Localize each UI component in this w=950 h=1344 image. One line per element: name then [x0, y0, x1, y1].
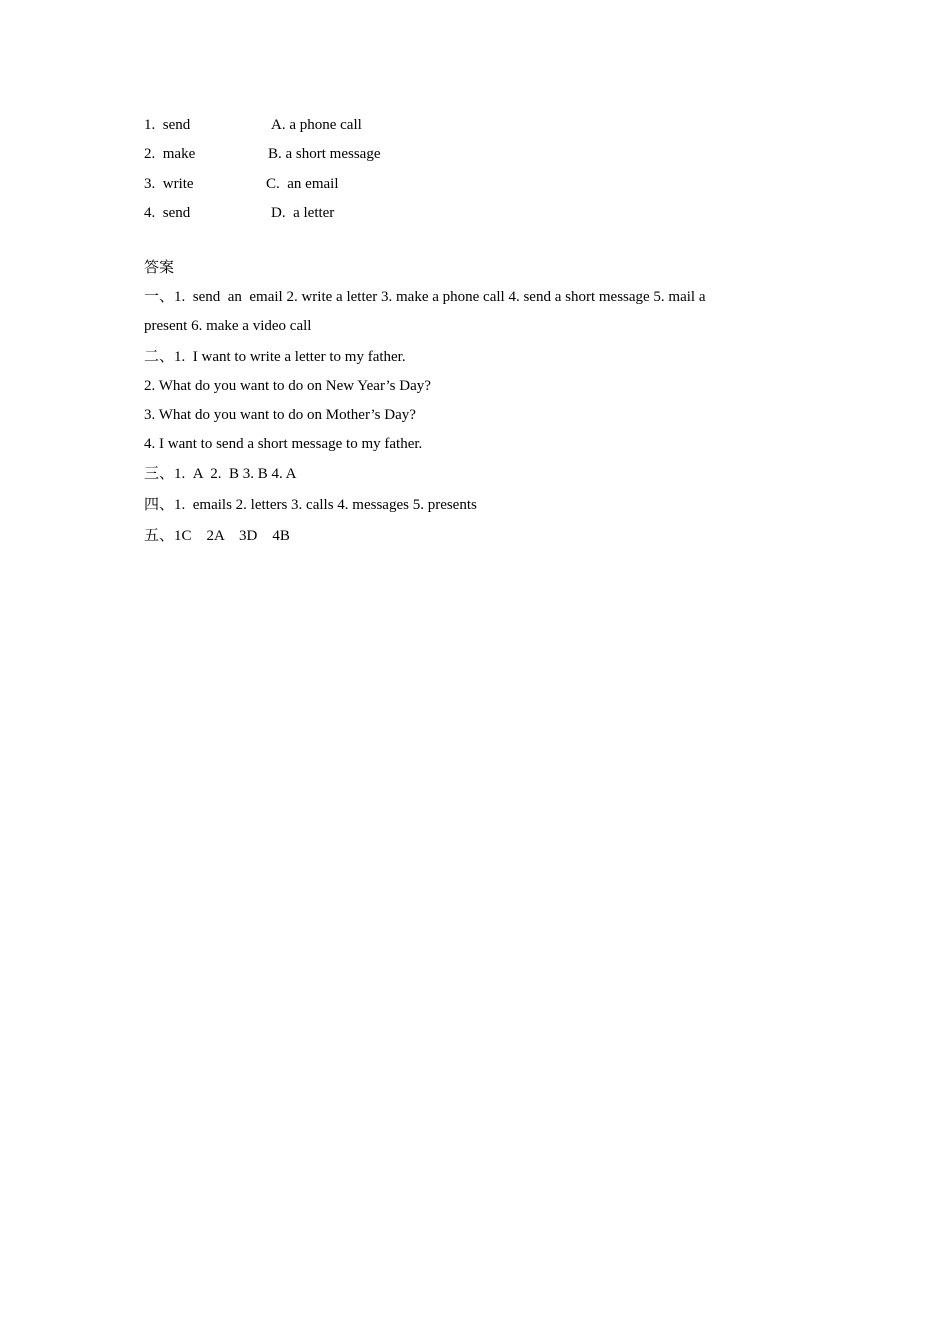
matching-row-3 — [144, 177, 644, 197]
answer-section-2-line-3: 3. What do you want to do on Mother’s Day? — [144, 407, 416, 423]
answer-section-4: 四、1. emails 2. letters 3. calls 4. messages 5. presents — [144, 497, 477, 513]
matching-row-1 — [144, 118, 644, 138]
matching-phrase-2: B. a short message — [268, 146, 381, 162]
answer-section-5: 五、1C 2A 3D 4B — [144, 528, 290, 544]
matching-verb-4: 4. send — [144, 205, 191, 221]
matching-verb-3: 3. write — [144, 176, 194, 192]
answer-section-2-line-1: 二、1. I want to write a letter to my father. — [144, 349, 406, 365]
matching-verb-1: 1. send — [144, 117, 191, 133]
matching-phrase-1: A. a phone call — [271, 117, 362, 133]
matching-row-4 — [144, 206, 644, 226]
matching-row-2 — [144, 147, 644, 167]
answer-section-2-line-2: 2. What do you want to do on New Year’s Day? — [144, 378, 431, 394]
matching-phrase-3: C. an email — [266, 176, 339, 192]
matching-verb-2: 2. make — [144, 146, 196, 162]
answer-section-1-line-2: present 6. make a video call — [144, 318, 312, 334]
answers-heading: 答案 — [144, 260, 175, 276]
matching-phrase-4: D. a letter — [271, 205, 335, 221]
answer-section-2-line-4: 4. I want to send a short message to my father. — [144, 436, 423, 452]
answer-section-1-line-1: 一、1. send an email 2. write a letter 3. make a phone call 4. send a short message 5. mail a — [144, 289, 706, 305]
answer-section-3: 三、1. A 2. B 3. B 4. A — [144, 466, 297, 482]
